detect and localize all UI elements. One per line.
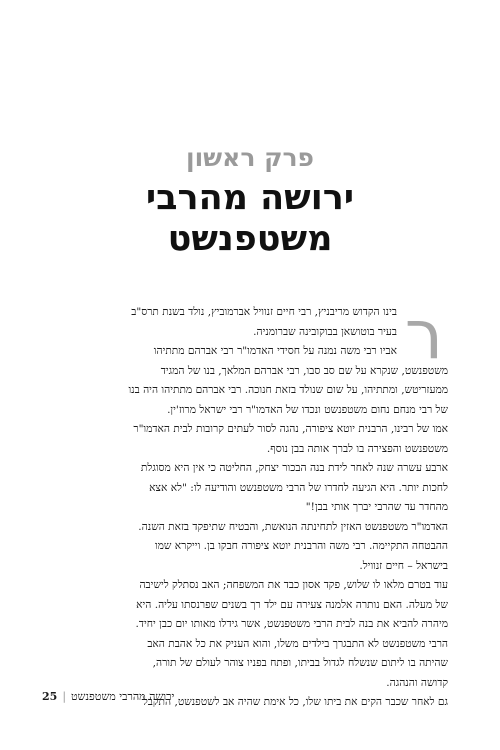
drop-cap-letter: ר [404, 296, 444, 375]
text-line: אביו רבי משה נמנה על חסידי האדמו"ר רבי אברהם מתתיהו [153, 345, 397, 357]
text-line: בעיר בוטושאן בבוקובינה שברומניה. [253, 325, 397, 338]
text-line: אמו של רבינו, הרבנית יוטא ציפורה, נהגה לסור לעתים קרובות לבית האדמו"ר [133, 423, 448, 435]
text-line: לחכות יותר. היא הגיעה לחדרו של הרבי משטפנשט והודיעה לו: "לא אצא [149, 481, 448, 494]
text-line: של מעלה. האם נותרה אלמנה צעירה עם ילד רך בשנים שפרנסתו עליה. היא [136, 598, 448, 611]
text-line: בישראל – חיים זנוויל. [359, 559, 448, 572]
text-line: משטפנשט, שנקרא על שם סב סבו, רבי אברהם המלאך, בנו של המגיד [160, 364, 448, 377]
text-line: שהיתה בו ליתום שנשלח לגדול בביתו, ופתח בפניו צוהר לעולם של תורה, [152, 657, 448, 669]
body-text [52, 303, 448, 713]
page-number: 25 [42, 690, 58, 703]
text-line: ארבע עשרה שנה לאחר לידת בנה הבכור יצחק, החליטה כי אין היא מסוגלת [140, 462, 448, 474]
text-line: של רבי מנחם נחום משטפנשט ונכדו של האדמו"ר רבי ישראל מרוז'ין. [167, 403, 448, 416]
text-line: ממעזריטש, ומתתיהו, על שום שנולד בזאת חנוכה. רבי אברהם מתתיהו היה בנו [128, 384, 448, 396]
text-line: האדמו"ר משטפנשט האזין לתחינתה הנואשת, והבטיח שתיפקד בזאת השנה. [138, 520, 448, 533]
chapter-title-line-1: ירושה מהרבי [145, 178, 355, 218]
text-line: בינו הקדוש מריבניץ, רבי חיים זנוויל אברמוביץ, נולד בשנת תרס"ב [131, 306, 397, 318]
text-line: משטפנשט והפצירה בו לברך אותה בבן נוסף. [266, 442, 448, 455]
page-footer [42, 690, 174, 704]
text-line: עוד בטרם מלאו לו שלוש, פקד אסון כבד את המשפחה; האב נסתלק לישיבה [139, 579, 448, 591]
footer-divider: | [62, 690, 67, 703]
text-line: מהחדר עד שהרבי יברך אותי בבן!" [305, 501, 448, 513]
text-line: ההבטחה התקיימה. רבי משה והרבנית יוטא ציפורה חבקו בן. וייקרא שמו [154, 540, 448, 552]
chapter-title-line-2: משטפנשט [167, 219, 333, 259]
chapter-label: פרק ראשון [186, 143, 314, 172]
text-line: הרבי משטפנשט לא התבגרך בילדים משלו, והוא העניק את כל אהבת האב [147, 637, 448, 650]
text-line: קדושה והנהגה. [386, 676, 448, 689]
text-line: מיהרה להביא את בנה לבית הרבי משטפנשט, אשר גידלו מאותו יום כבן יחיד. [135, 618, 448, 630]
running-title: ירושה מהרבי משטפנשט [71, 690, 175, 703]
text-line: גם לאחר שכבר הקים את ביתו שלו, כל אימת שהיה אב לשטפנשט, התקבל [142, 696, 448, 708]
